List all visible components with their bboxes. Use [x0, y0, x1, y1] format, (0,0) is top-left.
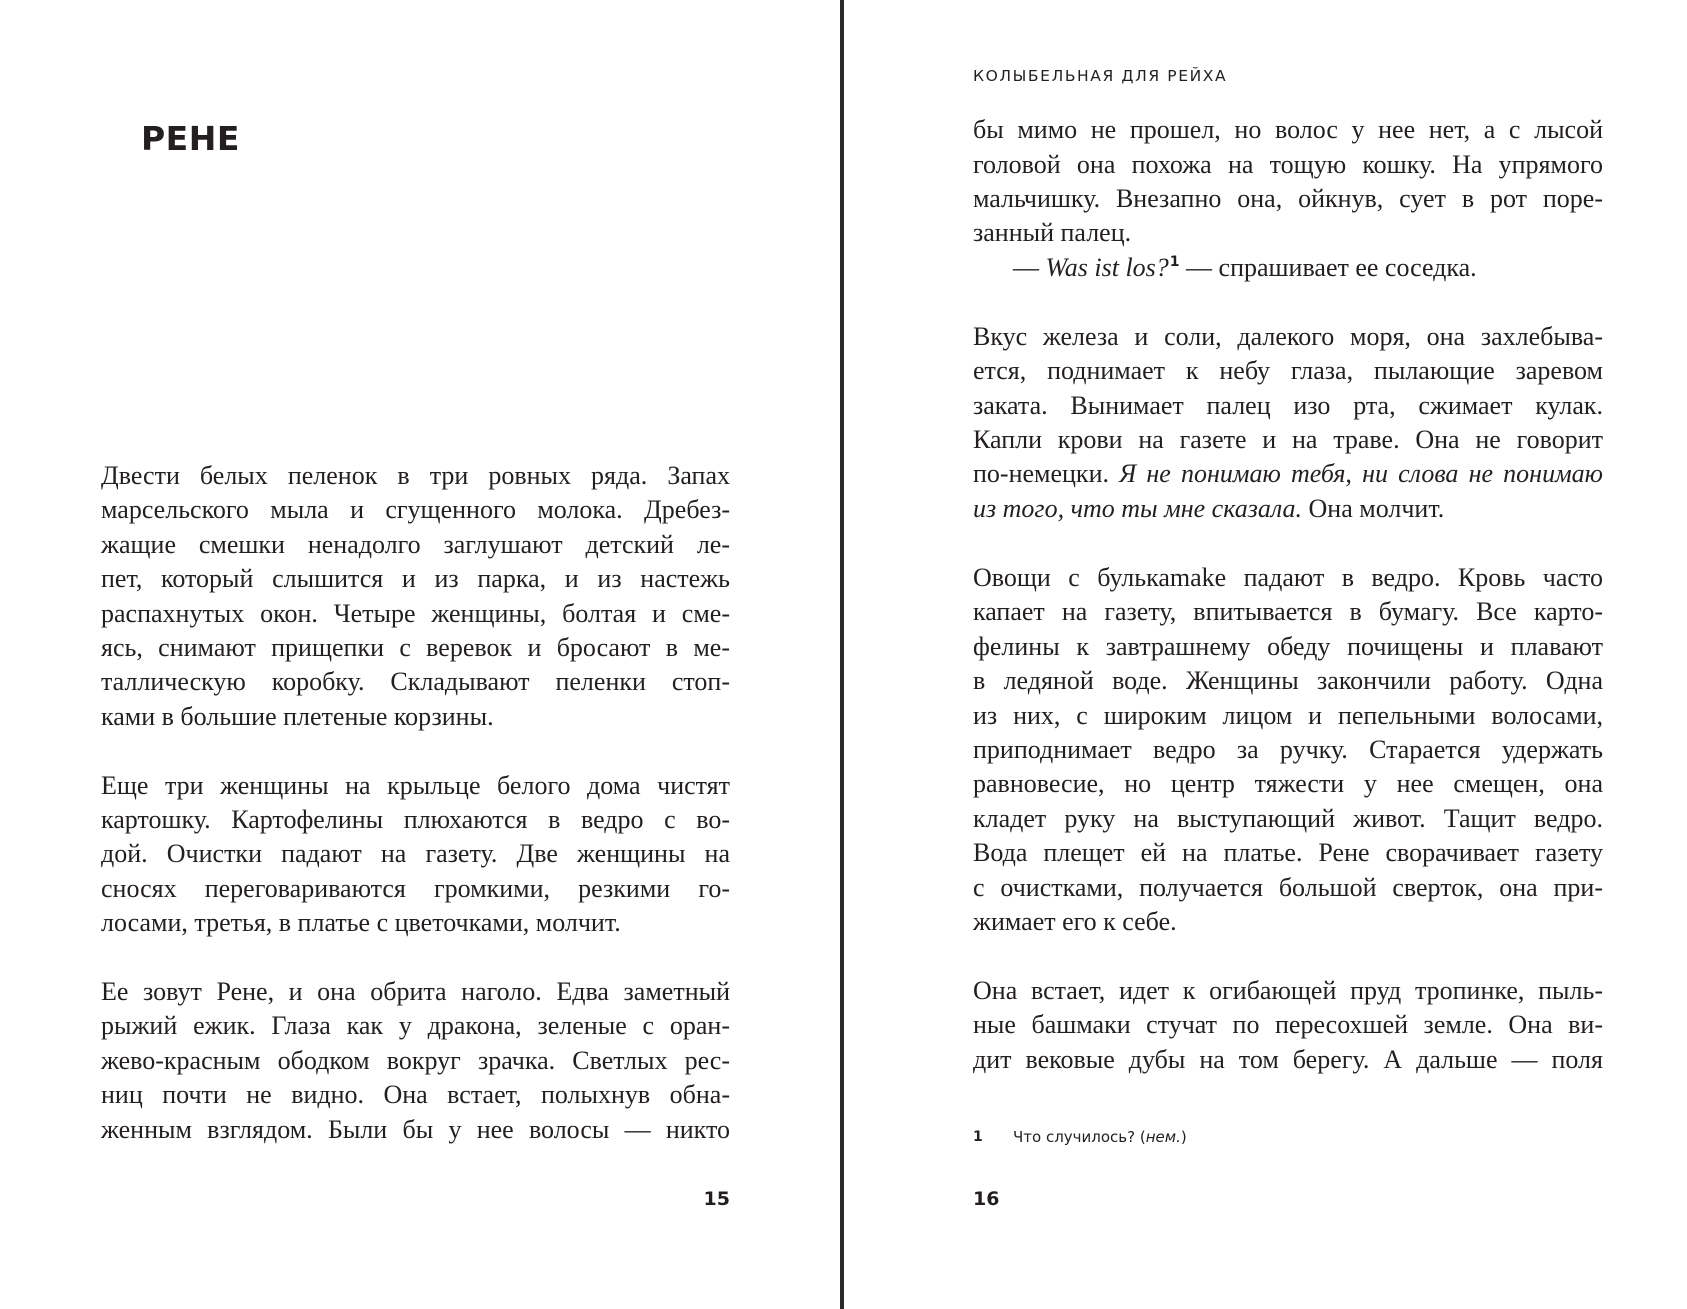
text-line: женным взглядом. Были бы у нее волосы — никто: [101, 1115, 730, 1144]
text-line: лосами, третья, в платье с цветочками, молчит.: [101, 908, 621, 937]
text-line: ниц почти не видно. Она встает, полыхнув обна-: [101, 1080, 730, 1109]
footnote-marker: 1: [973, 1129, 983, 1145]
text-line: ками в большие плетеные корзины.: [101, 702, 494, 731]
text-italic: из того, что ты мне сказала.: [973, 494, 1303, 523]
text-italic: Я не понимаю тебя, ни слова не понимаю: [1119, 459, 1603, 488]
text-line: распахнутых окон. Четыре женщины, болтая и сме-: [101, 599, 730, 628]
text-line: Она встает, идет к огибающей пруд тропинке, пыль-: [973, 976, 1603, 1005]
text-line: заката. Вынимает палец изо рта, сжимает кулак.: [973, 391, 1603, 420]
footnote-text: [1013, 1126, 1187, 1148]
left-page: [0, 0, 840, 1309]
footnote-text-plain: Что случилось? (: [1013, 1128, 1146, 1146]
foreign-phrase: Was ist los?: [1045, 253, 1169, 282]
text-line: таллическую коробку. Складывают пеленки стоп-: [101, 667, 730, 696]
right-page: [844, 0, 1687, 1309]
text-line: из них, с широким лицом и пепельными волосами,: [973, 701, 1603, 730]
text-line: Еще три женщины на крыльце белого дома чистят: [101, 771, 730, 800]
text-line: [973, 457, 1603, 491]
text-line: марсельского мыла и сгущенного молока. Дребез-: [101, 495, 730, 524]
running-head: КОЛЫБЕЛЬНАЯ ДЛЯ РЕЙХА: [973, 67, 1228, 85]
text-line: занный палец.: [973, 218, 1132, 247]
text-line: дит вековые дубы на том берегу. А дальше — поля: [973, 1045, 1603, 1074]
text-line: жево-красным ободком вокруг зрачка. Светлых рес-: [101, 1046, 730, 1075]
text-line: кладет руку на выступающий живот. Тащит ведро.: [973, 804, 1603, 833]
text-line: [973, 492, 1603, 526]
text-line: Вода плещет ей на платье. Рене сворачивает газету: [973, 838, 1603, 867]
footnote-reference[interactable]: 1: [1169, 254, 1180, 270]
text-line: капает на газету, впитывается в бумагу. Все карто-: [973, 597, 1603, 626]
page-number-right: 16: [973, 1188, 1000, 1210]
text-line: Капли крови на газете и на траве. Она не говорит: [973, 425, 1603, 454]
text-line: мальчишку. Внезапно она, ойкнув, сует в рот поре-: [973, 184, 1603, 213]
text-line: ется, поднимает к небу глаза, пылающие заревом: [973, 356, 1603, 385]
chapter-title: РЕНЕ: [141, 119, 240, 158]
text-plain: Она молчит.: [1302, 494, 1445, 523]
text-line: фелины к завтрашнему обеду почищены и плавают: [973, 632, 1603, 661]
text-line: пет, который слышится и из парка, и из настежь: [101, 564, 730, 593]
text-line: картошку. Картофелины плюхаются в ведро с во-: [101, 805, 730, 834]
footnote-text-close: ): [1180, 1128, 1187, 1146]
text-line: головой она похожа на тощую кошку. На упрямого: [973, 150, 1603, 179]
text-line: дой. Очистки падают на газету. Две женщины на: [101, 839, 730, 868]
dialogue-dash: —: [1013, 253, 1039, 282]
text-line: ные башмаки стучат по пересохшей земле. Она ви-: [973, 1010, 1603, 1039]
dialogue-rest: — спрашивает ее соседка.: [1186, 253, 1477, 282]
text-line: Ее зовут Рене, и она обрита наголо. Едва заметный: [101, 977, 730, 1006]
text-line: с очистками, получается большой сверток, она при-: [973, 873, 1603, 902]
text-line: жимает его к себе.: [973, 907, 1177, 936]
text-line: приподнимает ведро за ручку. Старается удержать: [973, 735, 1603, 764]
text-line: бы мимо не прошел, но волос у нее нет, а с лысой: [973, 115, 1603, 144]
text-line: Овощи с булькаmake падают в ведро. Кровь часто: [973, 563, 1603, 592]
text-line: Двести белых пеленок в три ровных ряда. Запах: [101, 461, 730, 490]
text-line: сносях переговариваются громкими, резкими го-: [101, 874, 730, 903]
dialogue-line: [973, 251, 1603, 285]
text-line: равновесие, но центр тяжести у нее смещен, она: [973, 769, 1603, 798]
text-line: жащие смешки ненадолго заглушают детский ле-: [101, 530, 730, 559]
text-line: Вкус железа и соли, далекого моря, она захлебыва-: [973, 322, 1603, 351]
text-line: рыжий ежик. Глаза как у дракона, зеленые с оран-: [101, 1011, 730, 1040]
footnote-text-italic: нем.: [1145, 1128, 1181, 1146]
page-number-left: 15: [703, 1188, 730, 1210]
text-line: ясь, снимают прищепки с веревок и бросают в ме-: [101, 633, 730, 662]
text-plain: по-немецки.: [973, 459, 1120, 488]
text-line: в ледяной воде. Женщины закончили работу. Одна: [973, 666, 1603, 695]
